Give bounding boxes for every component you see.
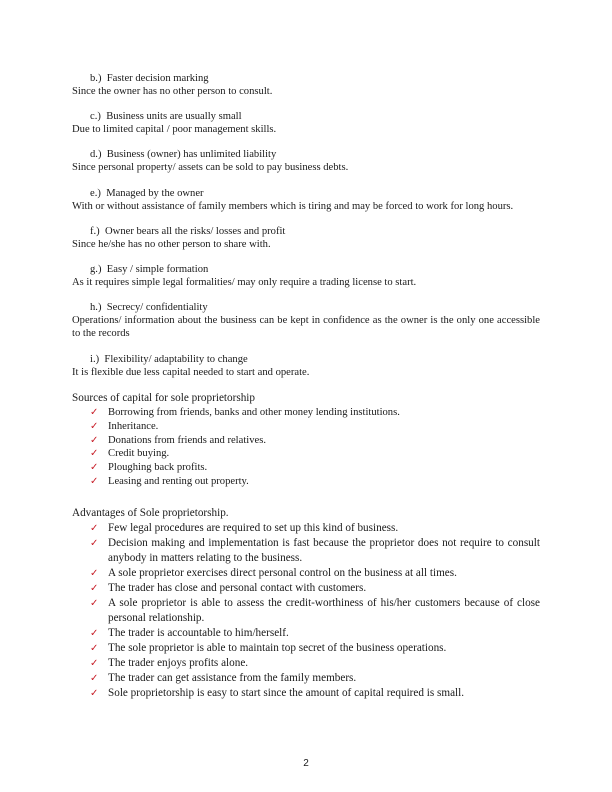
list-item [90, 686, 540, 701]
checkmark-icon: ✓ [90, 673, 99, 684]
checkmark-icon: ✓ [90, 598, 99, 609]
list-item-text: The trader enjoys profits alone. [108, 657, 249, 669]
checkmark-icon: ✓ [90, 448, 99, 460]
feature-g [72, 263, 540, 289]
feature-desc: As it requires simple legal formalities/ may only require a trading license to start. [72, 277, 417, 289]
feature-title-text: Secrecy/ confidentiality [106, 302, 208, 313]
list-item-text: Few legal procedures are required to set up this kind of business. [108, 522, 399, 534]
feature-desc: Since personal property/ assets can be sold to pay business debts. [72, 162, 349, 174]
page-number: 2 [303, 758, 309, 769]
feature-title-text: Faster decision marking [106, 73, 209, 84]
advantages-heading: Advantages of Sole proprietorship. [72, 507, 229, 519]
feature-title [72, 72, 540, 85]
feature-i [72, 353, 540, 379]
list-item-text: The sole proprietor is able to maintain top secret of the business operations. [108, 642, 447, 654]
checkmark-icon: ✓ [90, 568, 99, 579]
list-item-text: Donations from friends and relatives. [108, 434, 266, 446]
feature-title-text: Owner bears all the risks/ losses and profit [105, 226, 286, 237]
feature-title [72, 225, 540, 238]
list-item-text: Decision making and implementation is fast because the proprietor does not require to consult anybody in matters relating to the business. [108, 537, 540, 564]
checkmark-icon: ✓ [90, 658, 99, 669]
checkmark-icon: ✓ [90, 688, 99, 699]
list-item [90, 671, 540, 686]
list-item [90, 420, 540, 434]
feature-title-text: Flexibility/ adaptability to change [104, 354, 248, 365]
checkmark-icon: ✓ [90, 523, 99, 534]
list-item [90, 626, 540, 641]
list-item [90, 596, 540, 626]
feature-d [72, 148, 540, 174]
checkmark-icon: ✓ [90, 462, 99, 474]
sources-heading: Sources of capital for sole proprietorship [72, 392, 255, 404]
feature-c [72, 110, 540, 136]
checkmark-icon: ✓ [90, 628, 99, 639]
feature-title-text: Managed by the owner [106, 188, 204, 199]
list-item-text: The trader is accountable to him/herself. [108, 627, 289, 639]
feature-title [72, 110, 540, 123]
list-item-text: Inheritance. [108, 420, 159, 432]
feature-label: f.) [90, 226, 100, 237]
feature-b [72, 72, 540, 98]
list-item [90, 461, 540, 475]
feature-label: b.) [90, 73, 102, 84]
feature-title-text: Business (owner) has unlimited liability [106, 149, 277, 160]
list-item-text: Ploughing back profits. [108, 462, 208, 474]
list-item-text: The trader can get assistance from the family members. [108, 672, 357, 684]
list-item [90, 641, 540, 656]
feature-title-text: Easy / simple formation [106, 264, 209, 275]
list-item [90, 566, 540, 581]
list-item-text: Credit buying. [108, 448, 170, 460]
feature-title [72, 148, 540, 161]
list-item [90, 447, 540, 461]
list-item [90, 521, 540, 536]
feature-label: e.) [90, 188, 101, 199]
feature-f [72, 225, 540, 251]
checkmark-icon: ✓ [90, 407, 99, 418]
checkmark-icon: ✓ [90, 420, 99, 432]
feature-label: c.) [90, 111, 101, 122]
list-item [90, 581, 540, 596]
feature-title [72, 353, 540, 366]
feature-desc: Since the owner has no other person to consult. [72, 86, 273, 98]
list-item-text: Borrowing from friends, banks and other money lending institutions. [108, 407, 400, 418]
feature-e [72, 187, 540, 213]
feature-desc: Since he/she has no other person to share with. [72, 239, 271, 251]
list-item [90, 656, 540, 671]
feature-title [72, 301, 540, 314]
list-item-text: The trader has close and personal contact with customers. [108, 582, 367, 594]
feature-title-text: Business units are usually small [106, 111, 242, 122]
advantages-list [90, 521, 540, 701]
list-item-text: Sole proprietorship is easy to start since the amount of capital required is small. [108, 687, 465, 699]
feature-title [72, 187, 540, 200]
feature-label: d.) [90, 149, 102, 160]
list-item [90, 406, 540, 420]
feature-desc: With or without assistance of family members which is tiring and may be forced to work for long hours. [72, 201, 514, 213]
feature-desc: Due to limited capital / poor management skills. [72, 124, 277, 136]
feature-title [72, 263, 540, 276]
list-item [90, 434, 540, 448]
feature-label: g.) [90, 264, 102, 275]
checkmark-icon: ✓ [90, 475, 99, 487]
checkmark-icon: ✓ [90, 538, 99, 549]
checkmark-icon: ✓ [90, 434, 99, 446]
checkmark-icon: ✓ [90, 583, 99, 594]
feature-label: h.) [90, 302, 102, 313]
list-item [90, 475, 540, 489]
list-item-text: A sole proprietor is able to assess the credit-worthiness of his/her customers because of close personal relationship. [108, 597, 540, 624]
list-item [90, 536, 540, 566]
sources-list [90, 406, 540, 489]
list-item-text: A sole proprietor exercises direct personal control on the business at all times. [108, 567, 457, 579]
feature-h [72, 301, 540, 341]
list-item-text: Leasing and renting out property. [108, 475, 249, 487]
feature-label: i.) [90, 354, 100, 365]
feature-desc: It is flexible due less capital needed to start and operate. [72, 367, 310, 379]
feature-desc: Operations/ information about the business can be kept in confidence as the owner is the only one accessible to the records [72, 315, 540, 340]
checkmark-icon: ✓ [90, 643, 99, 654]
